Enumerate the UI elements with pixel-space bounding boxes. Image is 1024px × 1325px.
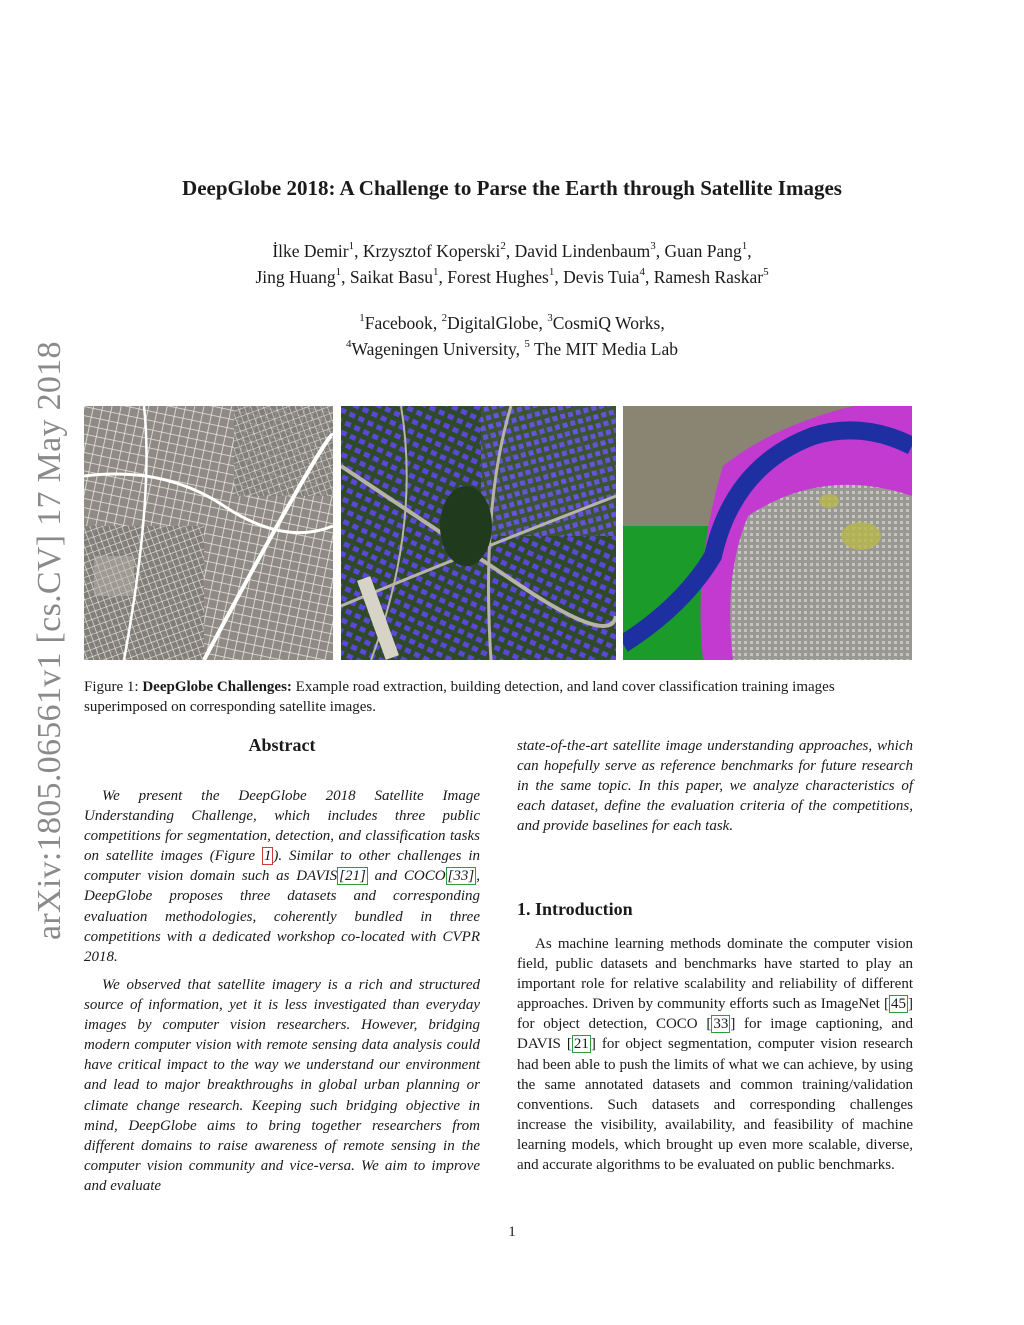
page-number: 1	[508, 1224, 516, 1240]
author-list	[0, 238, 1024, 290]
abstract-continuation: state-of-the-art satellite image understanding approaches, which can hopefully serve as reference benchmarks for future research in the same topic. In this paper, we analyze characteristics of each dataset, define the evaluation criteria of the competitions, and provide baselines for each task.	[517, 738, 913, 835]
introduction-paragraph: As machine learning methods dominate the computer vision field, public datasets and benchmarks have started to play an important role for relative scalability and reliability of different approaches. Driven by community efforts such as ImageNet [ 45 ] for object detection, COCO [ 33 ] for image captioning, and DAVIS [ 21 ] for object segmentation, computer vision research had been able to push the limits of what we can achieve, by using the same annotated datasets and common training/validation conventions. Such datasets and corresponding challenges increase the visibility, availability, and feasibility of machine learning models, which brought up even more scalable, diverse, and accurate algorithms to be evaluated on public benchmarks.	[517, 936, 914, 1174]
affiliations	[0, 310, 1024, 362]
citation-link[interactable]: [33]	[447, 868, 475, 885]
author-line-1: İlke Demir$^1$, Krzysztof Koperski$^2$, David Lindenbaum$^3$, Guan Pang$^1$,	[272, 240, 752, 261]
citation-link[interactable]: 33	[713, 1016, 729, 1033]
author: David Lindenbaum$^3$	[514, 240, 656, 261]
affiliation-line-1: $^1$Facebook, $^2$DigitalGlobe, $^3$CosmiQ Works,	[359, 312, 665, 333]
paper-title: DeepGlobe 2018: A Challenge to Parse the Earth through Satellite Images	[182, 176, 842, 200]
arxiv-stamp: arXiv:1805.06561v1 [cs.CV] 17 May 2018	[31, 341, 68, 940]
figure-land-cover-image	[623, 406, 912, 660]
figure-ref-link[interactable]: 1	[263, 848, 272, 865]
citation-link[interactable]: 21	[573, 1036, 589, 1053]
citation-link[interactable]: 45	[891, 996, 906, 1013]
author: Guan Pang$^1$	[664, 240, 748, 261]
figure-road-extraction-image	[84, 406, 333, 660]
building-map-graphic	[341, 406, 616, 660]
author: Ramesh Raskar$^5$	[653, 266, 769, 287]
road-map-graphic	[84, 406, 333, 660]
citation-link[interactable]: [21]	[339, 868, 366, 885]
author: Devis Tuia$^4$	[563, 266, 645, 287]
affiliation-line-2: $^4$Wageningen University, $^5$ The MIT Media Lab	[346, 338, 678, 359]
land-cover-map-graphic	[623, 406, 912, 660]
author-line-2: Jing Huang$^1$, Saikat Basu$^1$, Forest Hughes$^1$, Devis Tuia$^4$, Ramesh Raskar$^5$	[255, 266, 769, 287]
abstract-heading: Abstract	[248, 735, 316, 755]
figure-building-detection-image	[341, 406, 616, 660]
figure-caption	[84, 677, 914, 717]
introduction-heading: 1. Introduction	[517, 899, 633, 919]
figure-caption-text: Example road extraction, building detection, and land cover classification training images superimposed on corresponding satellite images.	[84, 679, 835, 715]
author: Saikat Basu$^1$	[349, 266, 439, 287]
author: Jing Huang$^1$	[255, 266, 342, 287]
author: Krzysztof Koperski$^2$	[362, 240, 506, 261]
author: Forest Hughes$^1$	[447, 266, 555, 287]
figure-label: Figure 1:	[84, 679, 143, 695]
abstract-paragraph-2: We observed that satellite imagery is a rich and structured source of information, yet it is less investigated than everyday images by computer vision researchers. However, bridging modern computer vision with remote sensing data analysis could have critical impact to the way we understand our environment and lead to major breakthroughs in global urban planning or climate change research. Keeping such bridging objective in mind, DeepGlobe aims to bring together researchers from different domains to raise awareness of remote sensing in the computer vision community and vice-versa. We aim to improve and evaluate	[84, 977, 480, 1194]
author: İlke Demir$^1$	[272, 240, 355, 261]
figure-caption-bold: DeepGlobe Challenges:	[142, 679, 292, 695]
abstract-paragraph-1: We present the DeepGlobe 2018 Satellite Image Understanding Challenge, which includes three public competitions for segmentation, detection, and classification tasks on satellite images (Figure 1 ). Similar to other challenges in computer vision domain such as DAVIS [21] and COCO [33] , DeepGlobe proposes three datasets and corresponding evaluation methodologies, coherently bundled in three competitions with a dedicated workshop co-located with CVPR 2018.	[84, 788, 480, 965]
